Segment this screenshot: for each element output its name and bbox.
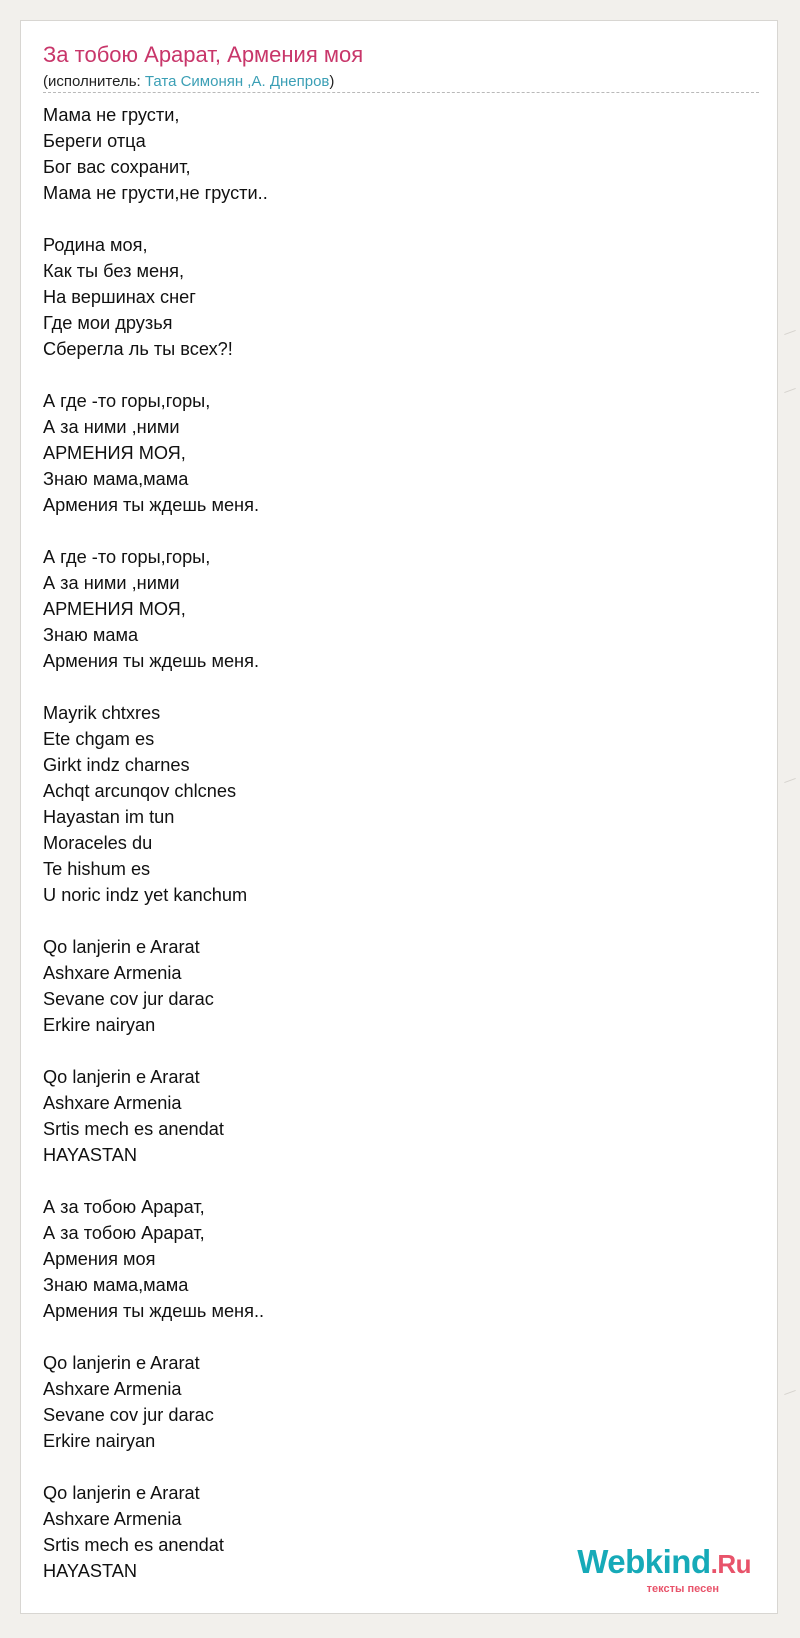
lyric-line: Srtis mech es anendat	[43, 1119, 224, 1139]
lyric-line: А где -то горы,горы,	[43, 391, 211, 411]
lyric-line: Sevane cov jur darac	[43, 1405, 214, 1425]
lyric-line: Сберегла ль ты всех?!	[43, 339, 233, 359]
lyric-line: Te hishum es	[43, 859, 151, 879]
lyrics-stanza	[43, 232, 743, 362]
lyric-line: Где мои друзья	[43, 313, 173, 333]
lyric-line: Ashxare Armenia	[43, 1509, 182, 1529]
lyrics-stanza	[43, 1194, 743, 1324]
lyric-line: Ashxare Armenia	[43, 963, 182, 983]
lyric-line: HAYASTAN	[43, 1561, 137, 1581]
lyric-line: Girkt indz charnes	[43, 755, 190, 775]
lyric-line: Родина моя,	[43, 235, 148, 255]
lyric-line: Знаю мама	[43, 625, 139, 645]
lyric-line: Как ты без меня,	[43, 261, 185, 281]
lyric-line: Мама не грусти,не грусти..	[43, 183, 268, 203]
lyric-line: Бог вас сохранит,	[43, 157, 191, 177]
lyric-line: Sevane cov jur darac	[43, 989, 214, 1009]
lyric-line: А за тобою Арарат,	[43, 1197, 205, 1217]
lyric-line: HAYASTAN	[43, 1145, 137, 1165]
lyric-line: Qo lanjerin e Ararat	[43, 937, 200, 957]
lyric-line: На вершинах снег	[43, 287, 196, 307]
background-decoration	[784, 1390, 796, 1395]
lyrics-stanza	[43, 544, 743, 674]
lyric-line: А за ними ,ними	[43, 417, 180, 437]
lyric-line: А за ними ,ними	[43, 573, 180, 593]
background-decoration	[784, 388, 796, 393]
lyric-line: Ashxare Armenia	[43, 1379, 182, 1399]
logo-brand	[577, 1543, 751, 1581]
lyric-line: Erkire nairyan	[43, 1015, 156, 1035]
lyric-line: Qo lanjerin e Ararat	[43, 1353, 200, 1373]
artist-prefix: (исполнитель:	[43, 73, 145, 90]
lyric-line: Erkire nairyan	[43, 1431, 156, 1451]
lyric-line: АРМЕНИЯ МОЯ,	[43, 443, 186, 463]
lyric-line: U noric indz yet kanchum	[43, 885, 248, 905]
lyrics-stanza	[43, 102, 743, 206]
lyric-line: А за тобою Арарат,	[43, 1223, 205, 1243]
lyric-line: Армения ты ждешь меня.	[43, 651, 260, 671]
lyric-line: Ashxare Armenia	[43, 1093, 182, 1113]
lyric-line: Армения ты ждешь меня.	[43, 495, 260, 515]
lyric-line: Береги отца	[43, 131, 146, 151]
song-title: За тобою Арарат, Армения моя	[43, 42, 364, 67]
lyric-line: Qo lanjerin e Ararat	[43, 1483, 200, 1503]
artist-link[interactable]: Тата Симонян ,А. Днепров	[144, 73, 330, 90]
lyrics-body	[43, 102, 743, 1610]
lyrics-stanza	[43, 388, 743, 518]
lyrics-stanza	[43, 1350, 743, 1454]
lyrics-card	[20, 20, 778, 1614]
lyric-line: Mayrik chtxres	[43, 703, 161, 723]
lyric-line: А где -то горы,горы,	[43, 547, 211, 567]
lyric-line: Achqt arcunqov chlcnes	[43, 781, 237, 801]
background-decoration	[784, 778, 796, 783]
lyrics-stanza	[43, 700, 743, 908]
lyric-line: Ete chgam es	[43, 729, 155, 749]
lyric-line: Hayastan im tun	[43, 807, 175, 827]
lyric-line: Moraceles du	[43, 833, 153, 853]
lyric-line: АРМЕНИЯ МОЯ,	[43, 599, 186, 619]
lyric-line: Армения ты ждешь меня..	[43, 1301, 265, 1321]
site-logo[interactable]	[557, 1543, 757, 1603]
lyric-line: Знаю мама,мама	[43, 1275, 189, 1295]
lyrics-stanza	[43, 934, 743, 1038]
lyric-line: Srtis mech es anendat	[43, 1535, 224, 1555]
lyric-line: Армения моя	[43, 1249, 156, 1269]
logo-tld: .Ru	[710, 1549, 751, 1579]
lyric-line: Qo lanjerin e Ararat	[43, 1067, 200, 1087]
logo-tagline: тексты песен	[646, 1583, 719, 1595]
lyric-line: Мама не грусти,	[43, 105, 180, 125]
lyrics-stanza	[43, 1064, 743, 1168]
background-decoration	[784, 330, 796, 335]
artist-suffix: )	[329, 73, 335, 90]
artist-line	[43, 73, 759, 93]
lyric-line: Знаю мама,мама	[43, 469, 189, 489]
logo-brand-name: Webkind	[577, 1543, 711, 1580]
